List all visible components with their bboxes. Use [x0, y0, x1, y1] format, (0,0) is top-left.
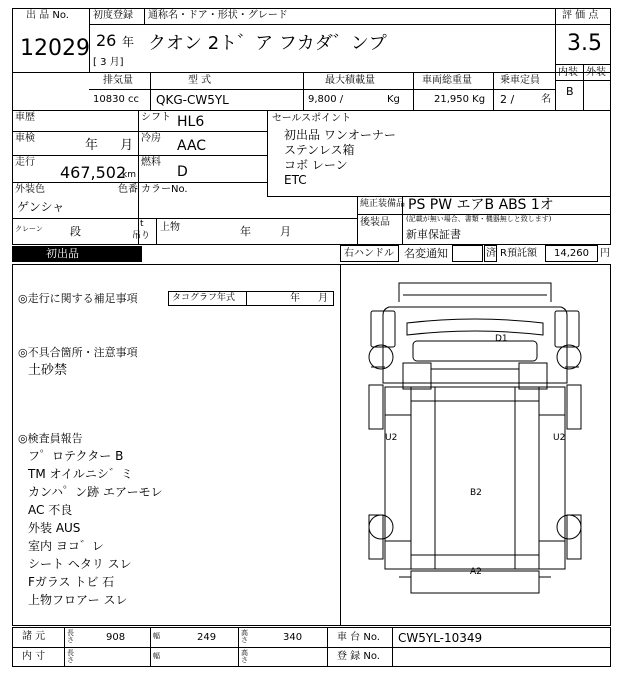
warranty: 新車保証書 [406, 228, 461, 241]
first-reg-label: 初度登録 [93, 10, 133, 21]
inner-width-label: 幅 [153, 652, 160, 660]
lot-no: 12029 [20, 36, 90, 61]
inspector-item: 室内 ヨコ゛レ [28, 539, 104, 553]
lot-no-label: 出 品 No. [26, 10, 69, 21]
capacity-label: 乗車定員 [500, 75, 540, 86]
inspector-item: 上物フロアー スレ [28, 593, 128, 607]
mileage-unit: km [122, 170, 136, 180]
capacity-unit: 名 [541, 94, 551, 105]
car-name: クオン 2ト゛ア フカダ゛ンプ [148, 33, 387, 54]
crane-tsuri: 吊り [132, 231, 151, 241]
mileage-label: 走行 [15, 157, 35, 168]
aftermarket-label: 後装品 [360, 217, 390, 228]
year-unit: 年 [122, 35, 135, 49]
length: 908 [106, 632, 126, 643]
registration-label: 登 録 No. [337, 651, 380, 662]
joubutsu-year: 年 [240, 225, 251, 238]
inspector-item: AC 不良 [28, 503, 73, 517]
ac-label: 冷房 [141, 133, 161, 144]
inner-dims-label: 内 寸 [22, 651, 46, 662]
recycle-done: 済 [486, 248, 496, 259]
first-reg-year: 26 [96, 31, 117, 50]
genuine-equip-label: 純正装備品 [360, 199, 406, 209]
height-label: 高さ [241, 629, 248, 645]
dims-label: 諸 元 [22, 631, 46, 642]
steering: 右ハンドル [344, 248, 394, 259]
genuine-equip-value: PS PW エアB ABS 1オ [408, 197, 554, 213]
defect-item: 土砂禁 [28, 363, 68, 378]
recycle-label: R預託額 [500, 248, 537, 259]
interior-grade: B [566, 85, 574, 98]
inspector-item: TM オイルニシ゛ミ [28, 467, 133, 481]
inspector-item: カンハ゜ン跡 エアーモレ [28, 485, 163, 499]
fuel: D [177, 164, 188, 180]
defects-label: ◎不具合箇所・注意事項 [18, 346, 138, 359]
history-label: 車歴 [15, 112, 35, 123]
joubutsu-label: 上物 [160, 222, 180, 233]
damage-label-d1: D1 [495, 334, 508, 344]
sales-point-item: 初出品 ワンオーナー [284, 128, 396, 142]
sales-points-label: セールスポイント [272, 113, 352, 124]
tacho-month: 月 [318, 293, 328, 304]
score-label: 評 価 点 [562, 10, 599, 21]
ext-color: ゲンシャ [17, 200, 65, 214]
inspector-label: ◎検査員報告 [18, 432, 83, 445]
width: 249 [197, 632, 217, 643]
height: 340 [283, 632, 303, 643]
damage-label-u2-right: U2 [553, 433, 566, 443]
driving-notes-label: ◎走行に関する補足事項 [18, 292, 138, 305]
inspector-item: 外装 AUS [28, 521, 81, 535]
model-label: 型 式 [188, 75, 212, 86]
crane-label: クレーン [15, 225, 43, 233]
name-grade-label: 通称名・ドア・形状・グレード [148, 10, 288, 21]
damage-label-b2: B2 [470, 488, 482, 498]
recycle-unit: 円 [600, 248, 610, 259]
sales-point-item: コボ レーン [284, 158, 348, 172]
tacho-year: 年 [290, 293, 300, 304]
interior-label: 内装 [558, 67, 578, 78]
name-change-label: 名変通知 [404, 247, 448, 260]
sales-points-list [284, 128, 396, 188]
inspector-item: フ゜ロテクター B [28, 449, 124, 463]
chassis-label: 車 台 No. [337, 632, 380, 643]
gross-weight-label: 車両総重量 [422, 75, 472, 86]
inner-height-label: 高さ [241, 649, 248, 665]
joubutsu-month: 月 [280, 225, 291, 238]
shift-label: シフト [141, 112, 171, 123]
fuel-label: 燃料 [141, 157, 161, 168]
recycle-value: 14,260 [554, 248, 589, 259]
length-label: 長さ [67, 629, 74, 645]
inspection-value: 年 月 [85, 138, 134, 153]
inner-length-label: 長さ [67, 649, 74, 665]
displacement: 10830 cc [93, 94, 139, 105]
sales-point-item: ETC [284, 173, 307, 187]
damage-label-u2-left: U2 [385, 433, 398, 443]
exterior-label: 外装 [586, 67, 606, 78]
color-no-label2: カラーNo. [141, 184, 188, 195]
ext-color-label: 外装色 [15, 184, 45, 195]
crane-t: t [140, 219, 144, 229]
sales-point-item: ステンレス箱 [284, 143, 355, 157]
inspector-item: シート ヘタリ スレ [28, 557, 132, 571]
tacho-label: タコグラフ年式 [172, 293, 236, 303]
chassis-no: CW5YL-10349 [398, 631, 483, 645]
capacity: 2 / [500, 93, 515, 106]
aftermarket-note: (記載が無い場合、書類・機器無しと致します) [406, 215, 552, 223]
damage-label-a2: A2 [470, 567, 482, 577]
color-no-label: 色番 [118, 184, 138, 195]
max-load-unit: Kg [387, 94, 400, 105]
inspector-list [28, 447, 163, 609]
max-load-label: 最大積載量 [325, 75, 375, 86]
width-label: 幅 [153, 632, 160, 640]
ac: AAC [177, 138, 207, 154]
shift: HL6 [177, 114, 205, 130]
mileage: 467,502 [60, 163, 127, 182]
inspector-item: Fガラス トビ 石 [28, 575, 115, 589]
first-listing-badge: 初出品 [12, 246, 142, 262]
score: 3.5 [567, 31, 602, 56]
crane-dan: 段 [70, 225, 81, 238]
inspection-label: 車検 [15, 133, 35, 144]
max-load: 9,800 / [308, 94, 344, 105]
model: QKG-CW5YL [156, 93, 229, 107]
first-reg-month: [ 3 月] [93, 57, 124, 68]
displacement-label: 排気量 [103, 75, 133, 86]
gross-weight: 21,950 Kg [434, 94, 486, 105]
